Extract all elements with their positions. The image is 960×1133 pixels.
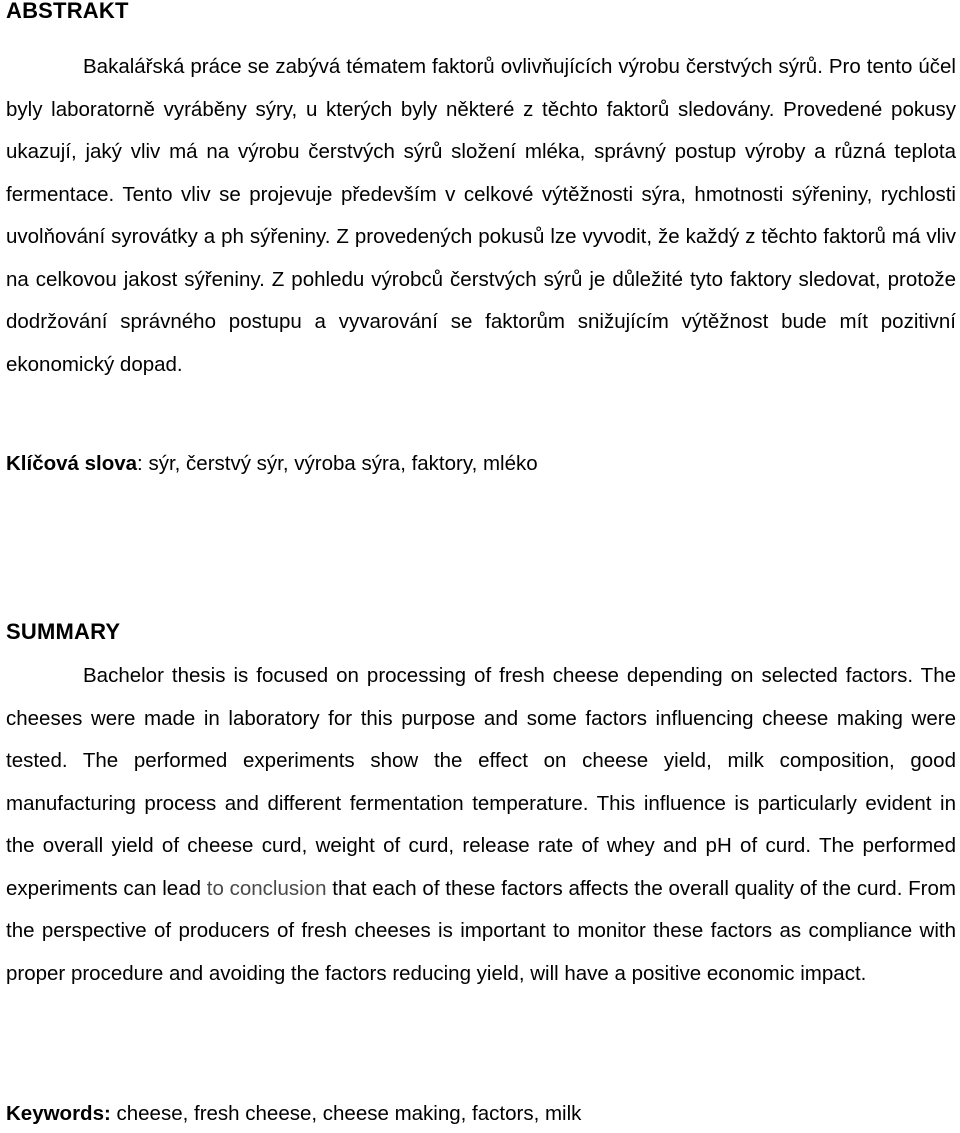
abstrakt-keywords-list: sýr, čerstvý sýr, výroba sýra, faktory, mléko	[148, 452, 538, 475]
summary-paragraph-part2: that each of these factors affects the overall quality of the curd. From the perspective of producers of fresh cheeses is important to monitor these factors as compliance with proper procedure and avoiding the factors reducing yield, will have a positive economic impact.	[6, 876, 956, 985]
abstrakt-heading: ABSTRAKT	[6, 0, 129, 23]
summary-paragraph-part1: Bachelor thesis is focused on processing of fresh cheese depending on selected factors. The cheeses were made in laboratory for this purpose and some factors influencing cheese making were tested. The performed experiments show the effect on cheese yield, milk composition, good manufacturing process and different fermentation temperature. This influence is particularly evident in the overall yield of cheese curd, weight of curd, release rate of whey and pH of curd. The performed experiments can lead	[6, 664, 956, 900]
abstrakt-keywords	[6, 451, 538, 477]
abstrakt-keywords-label: Klíčová slova	[6, 452, 138, 475]
summary-paragraph	[6, 655, 956, 995]
summary-keywords	[6, 1101, 581, 1127]
summary-paragraph-highlight: to conclusion	[206, 876, 327, 900]
summary-keywords-label: Keywords:	[6, 1102, 111, 1125]
abstrakt-keywords-separator: :	[137, 452, 149, 475]
summary-keywords-list: cheese, fresh cheese, cheese making, factors, milk	[110, 1102, 582, 1125]
abstrakt-paragraph: Bakalářská práce se zabývá tématem faktorů ovlivňujících výrobu čerstvých sýrů. Pro tento účel byly laboratorně vyráběny sýry, u kterých byly některé z těchto faktorů sledovány. Provedené pokusy ukazují, jaký vliv má na výrobu čerstvých sýrů složení mléka, správný postup výroby a různá teplota fermentace. Tento vliv se projevuje především v celkové výtěžnosti sýra, hmotnosti sýřeniny, rychlosti uvolňování syrovátky a ph sýřeniny. Z provedených pokusů lze vyvodit, že každý z těchto faktorů má vliv na celkovou jakost sýřeniny. Z pohledu výrobců čerstvých sýrů je důležité tyto faktory sledovat, protože dodržování správného postupu a vyvarování se faktorům snižujícím výtěžnost bude mít pozitivní ekonomický dopad.	[6, 55, 956, 376]
summary-heading: SUMMARY	[6, 619, 121, 644]
